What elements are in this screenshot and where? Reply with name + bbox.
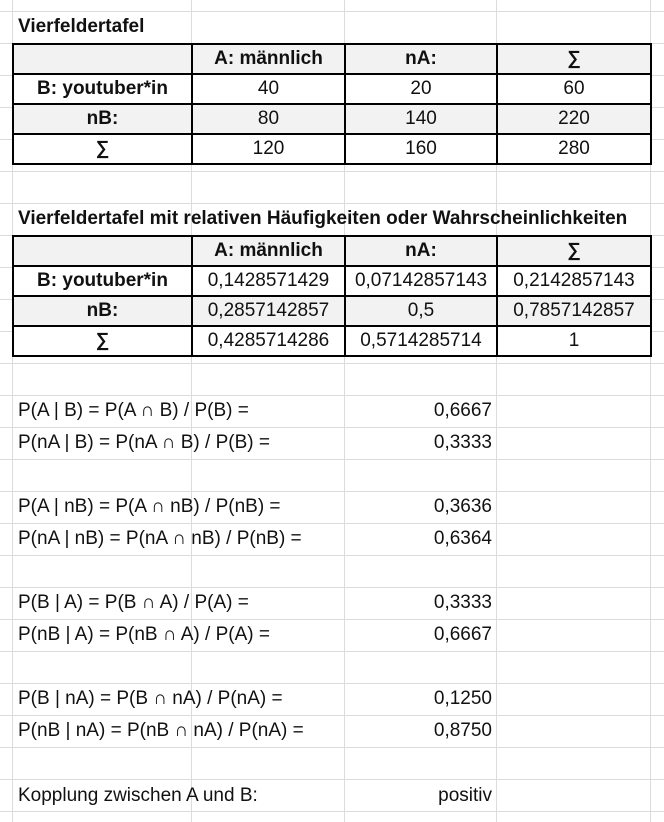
cell[interactable]: 160 [345,134,497,164]
cell[interactable]: 280 [497,134,651,164]
cell[interactable]: 220 [497,104,651,134]
coupling-value[interactable]: positiv [438,785,492,806]
coupling-label[interactable]: Kopplung zwischen A und B: [18,785,258,806]
gridline [0,363,664,364]
table-header-row [13,236,651,266]
cell[interactable]: 0,2142857143 [497,266,651,296]
cell[interactable]: 0,07142857143 [345,266,497,296]
value-cell[interactable]: 0,3636 [433,496,492,517]
value-cell[interactable]: 0,3333 [433,592,492,613]
cell[interactable] [13,44,192,74]
value-cell[interactable]: 0,3333 [433,432,492,453]
cell[interactable]: 120 [192,134,345,164]
cell[interactable]: A: männlich [192,44,345,74]
cell[interactable]: 0,7857142857 [497,296,651,326]
row-label[interactable]: B: youtuber*in [13,266,192,296]
value-cell[interactable]: 0,1250 [433,688,492,709]
table1-title[interactable]: Vierfeldertafel [18,16,145,37]
value-cell[interactable]: 0,6364 [433,528,492,549]
row-label[interactable]: ∑ [13,134,192,164]
formula-cell[interactable]: P(A | B) = P(A ∩ B) / P(B) = [18,400,249,421]
cell[interactable]: nA: [345,236,497,266]
cell[interactable]: 0,4285714286 [192,326,345,356]
table-row [13,326,651,356]
cell[interactable]: 0,5 [345,296,497,326]
contingency-table-absolute [12,43,652,165]
table-header-row [13,44,651,74]
cell[interactable]: 0,2857142857 [192,296,345,326]
table-row [13,104,651,134]
cell[interactable]: 0,1428571429 [192,266,345,296]
contingency-table-relative [12,235,652,357]
formula-cell[interactable]: P(B | nA) = P(B ∩ nA) / P(nA) = [18,688,283,709]
cell[interactable]: 0,5714285714 [345,326,497,356]
row-label[interactable]: B: youtuber*in [13,74,192,104]
formula-cell[interactable]: P(nA | B) = P(nA ∩ B) / P(B) = [18,432,270,453]
gridline [0,747,664,748]
cell[interactable]: A: männlich [192,236,345,266]
row-label[interactable]: ∑ [13,326,192,356]
row-label[interactable]: nB: [13,296,192,326]
gridline [0,171,664,172]
cell[interactable]: 80 [192,104,345,134]
table-row [13,134,651,164]
table-row [13,74,651,104]
value-cell[interactable]: 0,8750 [433,720,492,741]
cell[interactable]: 40 [192,74,345,104]
formula-cell[interactable]: P(A | nB) = P(A ∩ nB) / P(nB) = [18,496,281,517]
gridline [0,459,664,460]
cell[interactable]: ∑ [497,44,651,74]
cell[interactable]: 1 [497,326,651,356]
cell[interactable]: 140 [345,104,497,134]
table-row [13,266,651,296]
table2-title[interactable]: Vierfeldertafel mit relativen Häufigkeiten oder Wahrscheinlichkeiten [18,208,628,229]
cell[interactable]: 60 [497,74,651,104]
cell[interactable]: nA: [345,44,497,74]
table-row [13,296,651,326]
gridline [0,555,664,556]
formula-cell[interactable]: P(nB | nA) = P(nB ∩ nA) / P(nA) = [18,720,304,741]
gridline [0,651,664,652]
value-cell[interactable]: 0,6667 [433,624,492,645]
value-cell[interactable]: 0,6667 [433,400,492,421]
cell[interactable] [13,236,192,266]
formula-cell[interactable]: P(B | A) = P(B ∩ A) / P(A) = [18,592,249,613]
formula-cell[interactable]: P(nB | A) = P(nB ∩ A) / P(A) = [18,624,270,645]
cell[interactable]: 20 [345,74,497,104]
row-label[interactable]: nB: [13,104,192,134]
cell[interactable]: ∑ [497,236,651,266]
formula-cell[interactable]: P(nA | nB) = P(nA ∩ nB) / P(nB) = [18,528,302,549]
